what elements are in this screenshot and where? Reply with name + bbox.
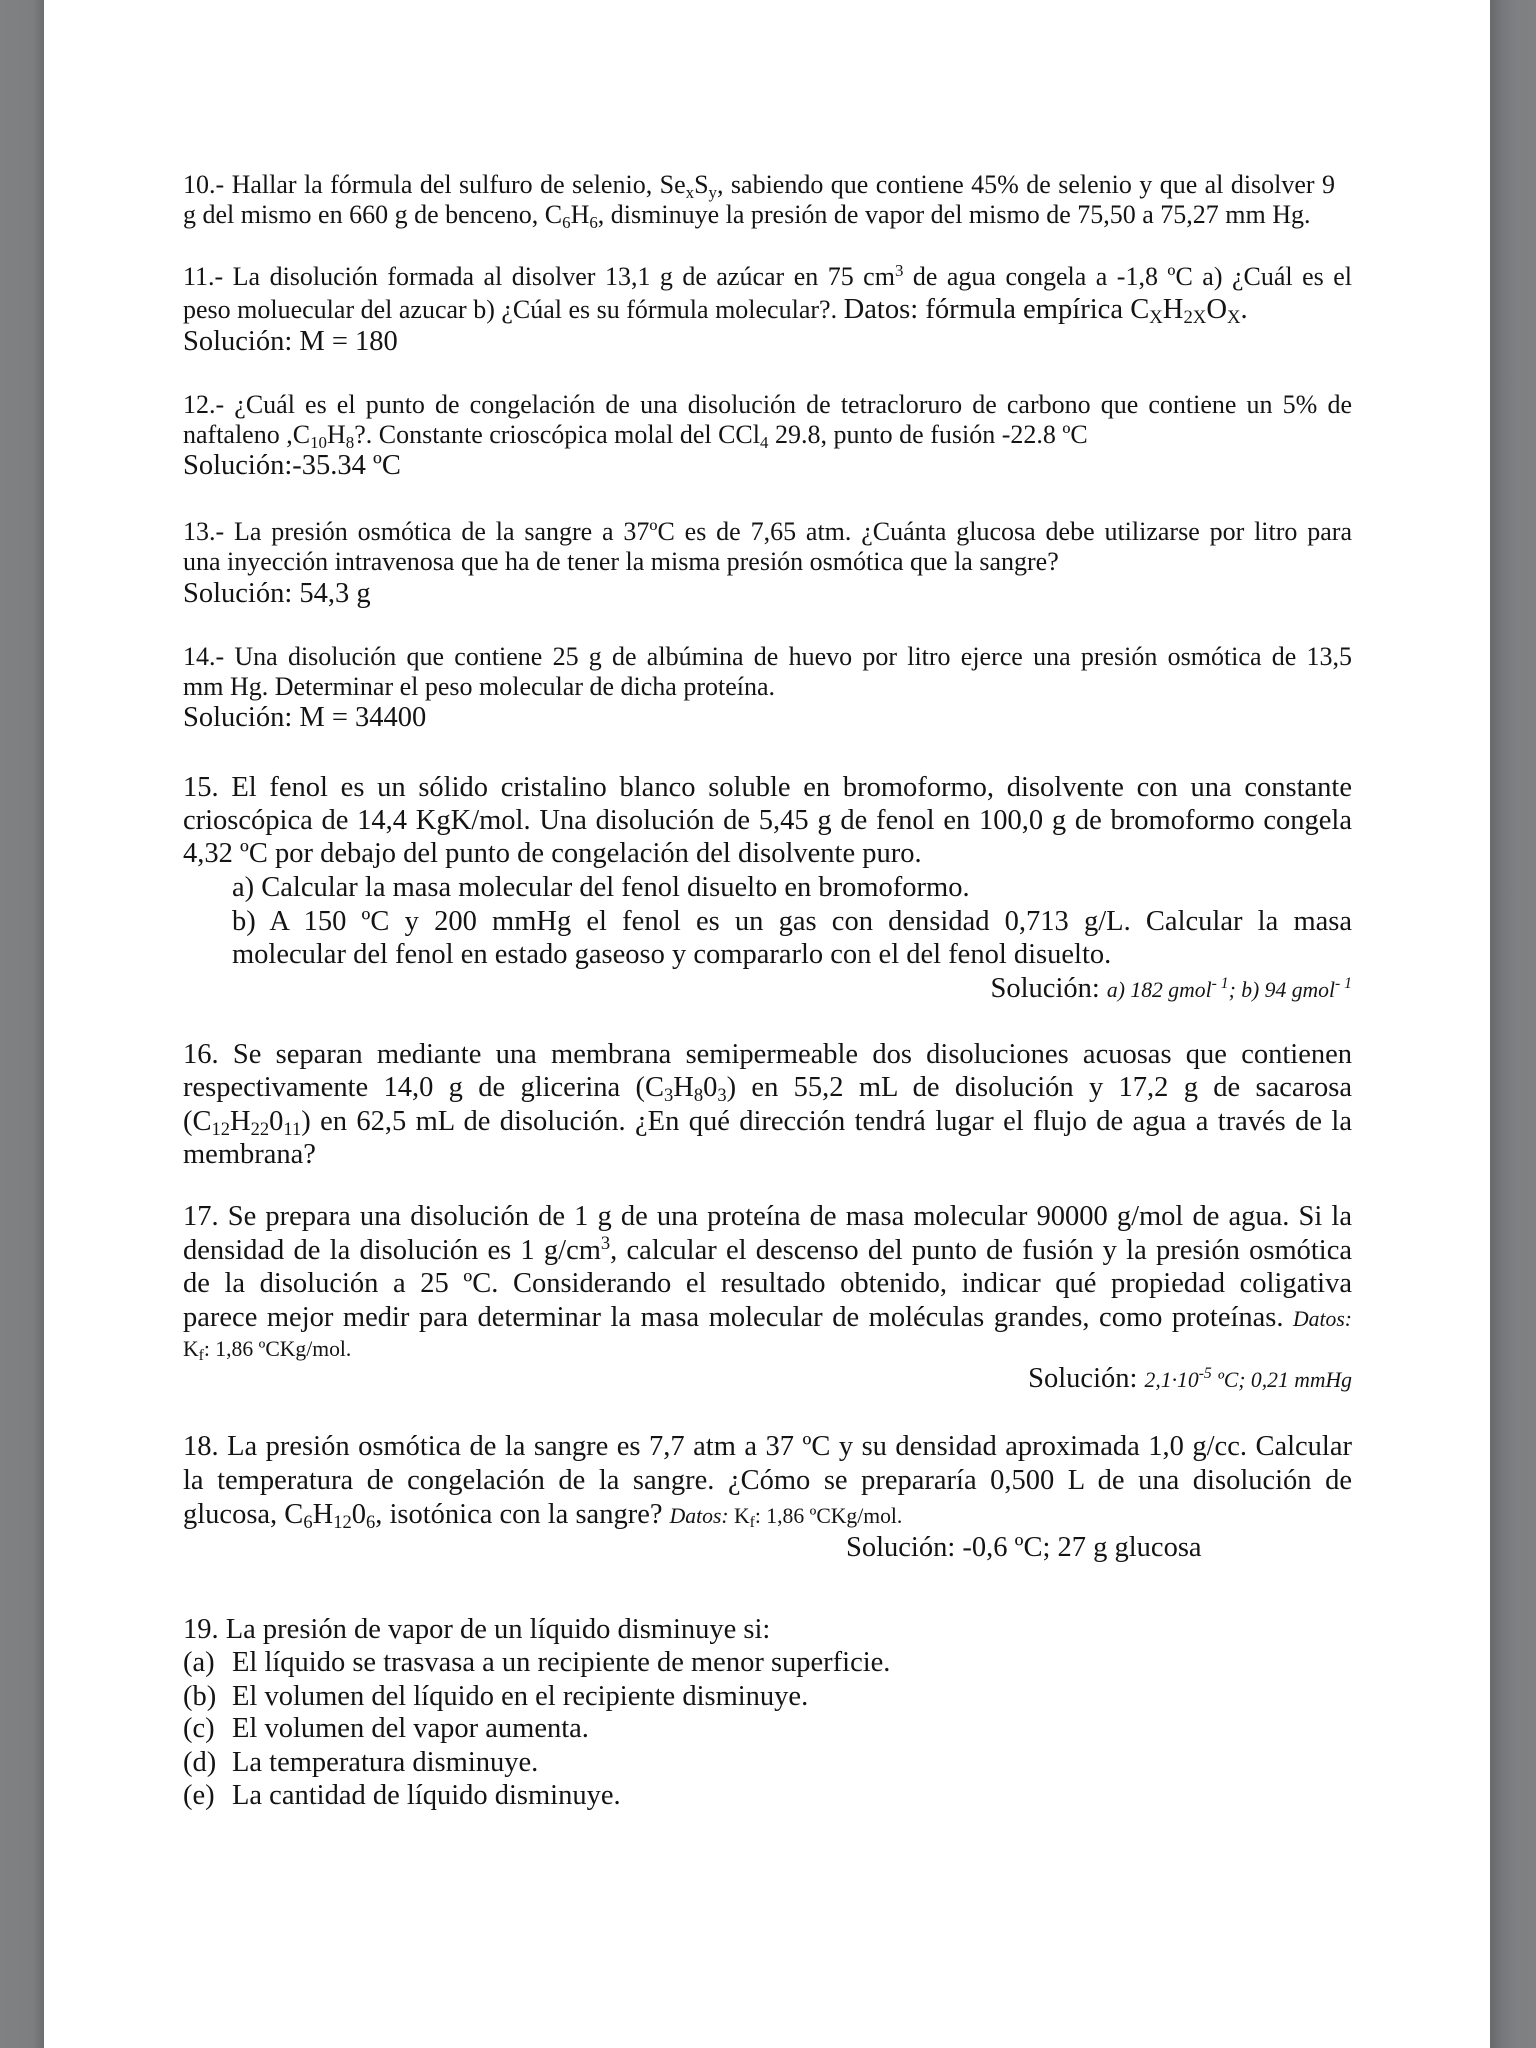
text-run: f [749,1514,755,1532]
problem-text-line: 16. Se separan mediante una membrana semipermeable dos disoluciones acuosas que contienen [183,1039,1352,1070]
problem-text-line: $(C_{12}H_{22}0_{11})$ en 62,5 mL de disolución. ¿En qué dirección tendrá lugar el flujo de agua a través de la [183,1106,1352,1141]
option-label: (d) [183,1747,217,1778]
problem-text-line: mm Hg. Determinar el peso molecular de dicha proteína. [183,672,776,701]
text-run: Datos: fórmula empírica C [843,294,1150,325]
problem-text-line: 13.- La presión osmótica de la sangre a 37ºC es de 7,65 atm. ¿Cuánta glucosa debe utilizarse por litro para [183,517,1352,546]
text-run: 2,1·10 [1144,1368,1199,1392]
option-label: (a) [183,1647,215,1678]
text-run: 11 [283,1119,302,1141]
problem-text-line: 14.- Una disolución que contiene 25 g de albúmina de huevo por litro ejerce una presión osmótica de 13,5 [183,642,1352,671]
text-run: f [198,1347,204,1365]
text-run: - 1 [1335,975,1352,993]
option-text: La cantidad de líquido disminuye. [232,1780,621,1811]
solution-text: Solución: 54,3 g [183,578,371,609]
text-run: X [1226,307,1241,329]
problem-text-line: glucosa, $C_6H_{12}0_6$, isotónica con la sangre? Datos: $K_f$: 1,86 ºCKg/mol. [183,1499,903,1534]
option-text: La temperatura disminuye. [232,1747,539,1778]
option-label: (b) [183,1681,217,1712]
problem-part-a: a) Calcular la masa molecular del fenol disuelto en bromoformo. [232,872,970,903]
problem-text-line: densidad de la disolución es 1 $g/cm^3$, calcular el descenso del punto de fusión y la presión osmótica [183,1232,1352,1266]
text-run: y [708,182,717,202]
problem-text-line: 18. La presión osmótica de la sangre es 7,7 atm a 37 ºC y su densidad aproximada 1,0 g/cc. Calcular [183,1431,1352,1462]
text-run: - 1 [1211,975,1229,993]
text-run: Datos: [1293,1307,1352,1331]
text-run: 3 [663,1085,674,1107]
question-stem: 19. La presión de vapor de un líquido disminuye si: [183,1614,771,1645]
problem-text-line: 17. Se prepara una disolución de 1 g de una proteína de masa molecular 90000 g/mol de agua. Si la [183,1201,1352,1232]
text-run: K [183,1337,199,1361]
solution-text: Solución: M = 34400 [183,702,427,733]
text-run: 4 [760,432,769,452]
solution-text: Solución: a) 182 gmol$^{- 1}$; b) 94 gmol$^{- 1}$ [990,973,1352,1004]
text-run: : 1,86 ºCKg/mol. [203,1337,352,1361]
text-run: 6 [365,1512,376,1534]
problem-text-line: membrana? [183,1139,316,1170]
text-run: : 1,86 ºCKg/mol. [754,1504,903,1528]
text-run: 6 [589,212,598,232]
text-run: ºC; 0,21 mmHg [1211,1368,1352,1392]
text-run: a) 182 gmol [1106,978,1212,1002]
problem-text-line: crioscópica de 14,4 KgK/mol. Una disolución de 5,45 g de fenol en 100,0 g de bromoformo congela [183,805,1352,836]
problem-part-b: b) A 150 ºC y 200 mmHg el fenol es un gas con densidad 0,713 g/L. Calcular la masa [232,906,1352,937]
option-label: (c) [183,1713,215,1744]
problem-text-line: 4,32 ºC por debajo del punto de congelación del disolvente puro. [183,838,922,869]
text-run: 8 [345,432,355,452]
problem-text-line: parece mejor medir para determinar la masa molecular de moléculas grandes, como proteínas. Datos: [183,1302,1352,1333]
text-run: x [685,182,695,202]
problem-text-line: 10.- Hallar la fórmula del sulfuro de selenio, $Se_xS_y$, sabiendo que contiene 45% de selenio y que al disolver 9 [183,170,1335,202]
text-run: 6 [562,212,571,232]
solution-text: Solución: -0,6 ºC; 27 g glucosa [846,1532,1202,1563]
problem-text-line: 11.- La disolución formada al disolver 13,1 g de azúcar en 75 $cm^3$ de agua congela a -1,8 ºC a) ¿Cuál es el [183,260,1352,291]
problem-part-b-continued: molecular del fenol en estado gaseoso y compararlo con el del fenol disuelto. [232,939,1112,970]
text-run: ; b) 94 gmol [1228,978,1336,1002]
text-run: 22 [250,1119,270,1141]
text-run: 2X [1183,307,1207,329]
problem-text-line: la temperatura de congelación de la sangre. ¿Cómo se prepararía 0,500 L de una disolución de [183,1465,1352,1496]
option-text: El volumen del vapor aumenta. [232,1713,589,1744]
text-run: . [1240,294,1248,325]
text-run: 8 [693,1085,704,1107]
option-text: El volumen del líquido en el recipiente disminuye. [232,1681,809,1712]
text-run: 10 [310,432,327,452]
text-run: H [1162,294,1184,325]
problem-text-line: g del mismo en 660 g de benceno, $C_6H_6$, disminuye la presión de vapor del mismo de 75,50 a 75,27 mm Hg. [183,200,1311,232]
problem-text-line: 15. El fenol es un sólido cristalino blanco soluble en bromoformo, disolvente con una constante [183,772,1352,803]
problem-text-line: respectivamente 14,0 g de glicerina $(C_3H_80_3)$ en 55,2 mL de disolución y 17,2 g de sacarosa [183,1072,1353,1107]
text-run: 3 [600,1232,611,1254]
problem-data-line [183,1331,1352,1365]
text-run: 12 [211,1119,231,1141]
text-run: 6 [303,1512,313,1534]
problem-text-line: 12.- ¿Cuál es el punto de congelación de una disolución de tetracloruro de carbono que contiene un 5% de [183,390,1352,419]
option-text: El líquido se trasvasa a un recipiente de menor superficie. [232,1647,891,1678]
text-run: Datos: [669,1504,729,1528]
text-run: X [1149,307,1163,329]
text-run: K [728,1504,750,1528]
solution-text: Solución: $2,1\cdot 10^{-5}$ ºC; 0,21 mmHg [1028,1363,1352,1394]
problem-text-line: una inyección intravenosa que ha de tener la misma presión osmótica que la sangre? [183,547,1059,576]
option-label: (e) [183,1780,215,1811]
text-run: 3 [894,260,904,280]
text-run: O [1206,294,1227,325]
problem-text-line: de la disolución a 25 ºC. Considerando el resultado obtenido, indicar qué propiedad coligativa [183,1268,1352,1299]
problem-text-line: peso moluecular del azucar b) ¿Cúal es su fórmula molecular?. Datos: fórmula empírica $C_XH_{2X}O_X$. [183,294,1248,329]
solution-text: Solución:-35.34 ºC [183,450,401,481]
text-run: 3 [717,1085,727,1107]
text-run: -5 [1198,1365,1212,1383]
text-run: 12 [333,1512,352,1534]
problem-text-line: naftaleno $,C_{10}H_8$?. Constante crioscópica molal del CCl$_4$ 29.8, punto de fusión -22.8 ºC [183,420,1088,452]
solution-text: Solución: M = 180 [183,326,398,357]
